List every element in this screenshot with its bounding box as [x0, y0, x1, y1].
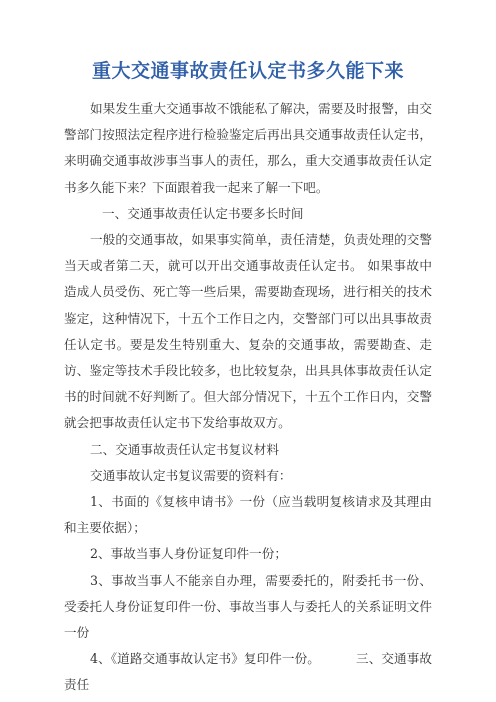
list-item-3: 3、事故当事人不能亲自办理，需要委托的，附委托书一份、受委托人身份证复印件一份、事故当事人与委托人的关系证明文件一份 [64, 572, 432, 641]
document-title: 重大交通事故责任认定书多久能下来 [91, 60, 404, 82]
section-3-heading-partial: 三、交通事故责任 [64, 651, 433, 693]
section-2-lead: 交通事故认定书复议需要的资料有： [90, 467, 292, 483]
intro-paragraph: 如果发生重大交通事故不饿能私了解决，需要及时报警，由交警部门按照法定程序进行检验鉴定后再出具交通事故责任认定书，来明确交通事故涉事当事人的责任，那么，重大交通事故责任认定书多久能下来？下面跟着我一起来了解一下吧。 [64, 101, 432, 195]
section-1-heading: 一、交通事故责任认定书要多长时间 [102, 205, 304, 221]
list-item-4: 4、《道路交通事故认定书》复印件一份。 [90, 651, 320, 667]
section-1-body: 一般的交通事故，如果事实简单，责任清楚，负责处理的交警当天或者第二天，就可以开出交通事故责任认定书。 如果事故中造成人员受伤、死亡等一些后果，需要勘查现场，进行相关的技术鉴定，这种情况下，十五个工作日之内，交警部门可以出具事故责任认定书。要是发生特别重大、复杂的交通事故，需要勘查、走访、鉴定等技术手段比较多，也比较复杂，出具具体事故责任认定书的时间就不好判断了。但大部分情况下，十五个工作日内，交警就会把事故责任认定书下发给事故双方。 [64, 232, 432, 431]
list-item-4-line [64, 646, 432, 698]
section-2-heading: 二、交通事故责任认定书复议材料 [90, 441, 279, 457]
list-item-2: 2、事故当事人身份证复印件一份； [90, 546, 287, 562]
list-item-1: 1、书面的《复核申请书》一份（应当载明复核请求及其理由和主要依据）； [64, 494, 432, 536]
